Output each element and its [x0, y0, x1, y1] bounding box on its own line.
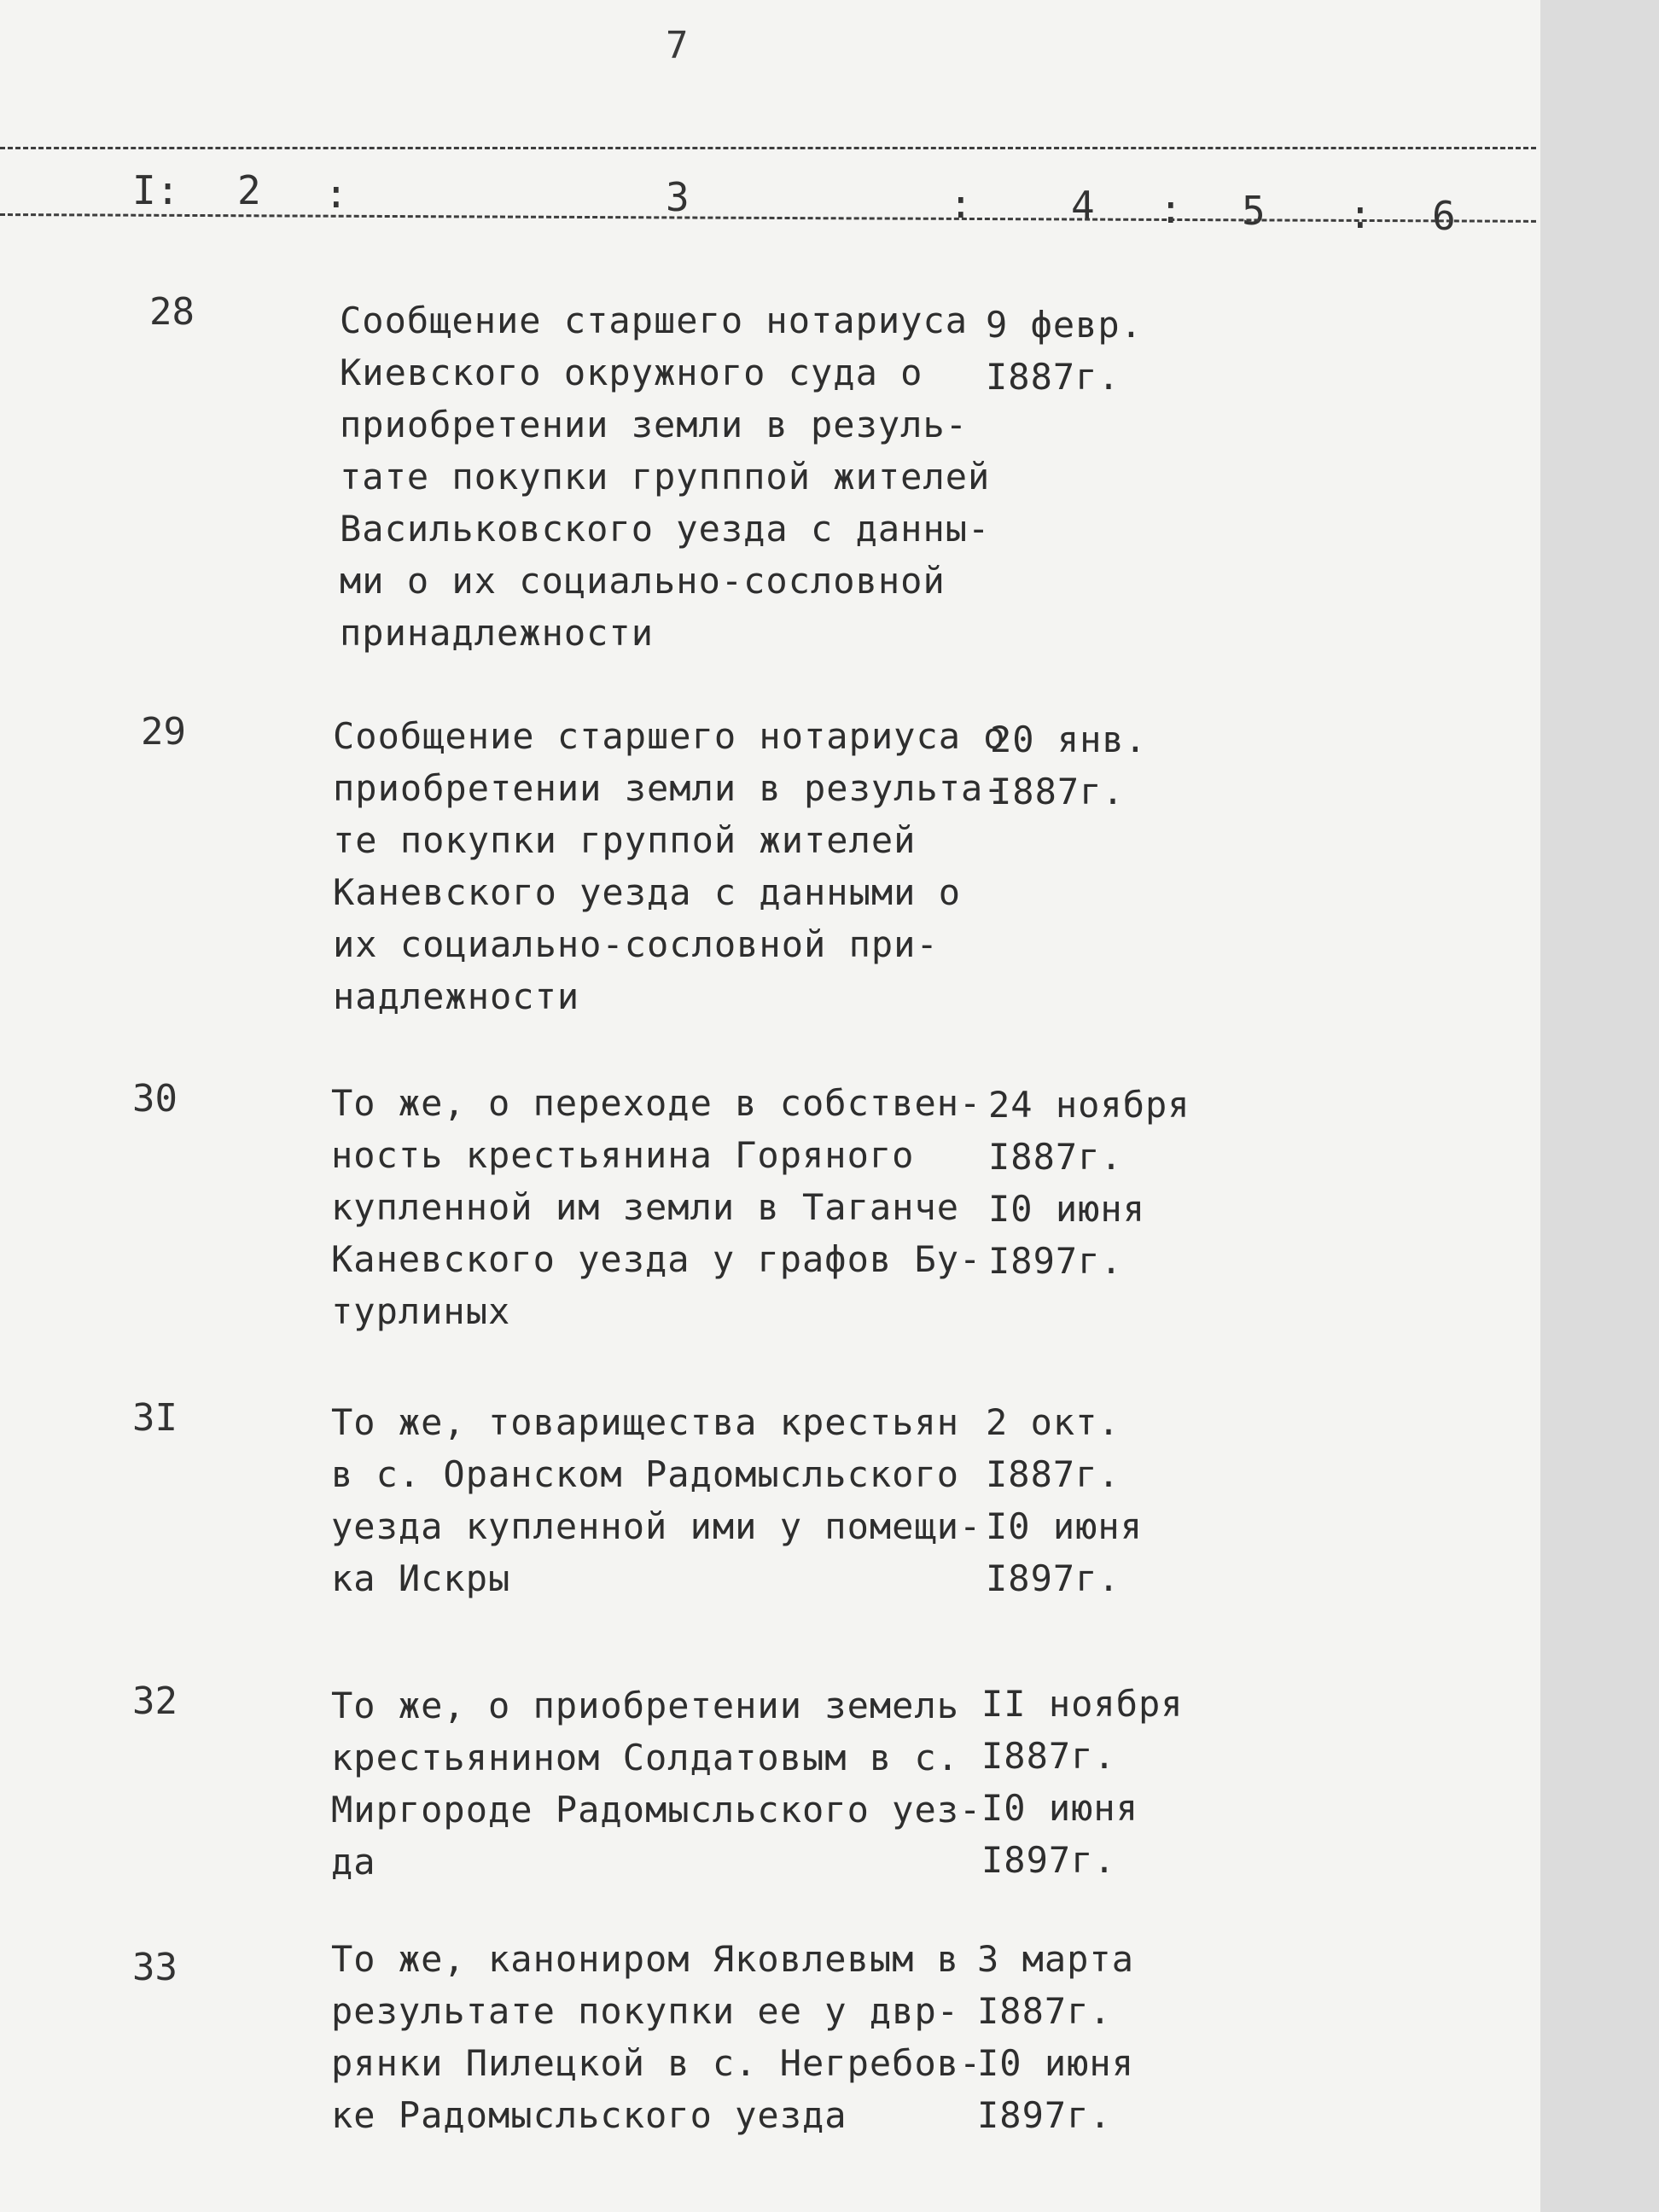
- entry-date-line: I0 июня: [986, 1505, 1144, 1547]
- entry-number: 33: [132, 1946, 178, 1989]
- entry-date-line: I887г.: [981, 1735, 1116, 1777]
- entry-text-line: их социально-сословной при-: [333, 923, 939, 965]
- column-header-3: 3: [666, 174, 690, 220]
- entry-text-line: приобретении земли в результа-: [333, 767, 1006, 809]
- entry-text-line: ка Искры: [331, 1557, 511, 1599]
- column-header-6: 6: [1432, 193, 1456, 239]
- entry-text-line: купленной им земли в Таганче: [331, 1186, 960, 1228]
- entry-description: [331, 1679, 997, 1888]
- paper-edge-shadow: [1540, 0, 1659, 2212]
- entry-date: [986, 1396, 1143, 1604]
- entry-date: [977, 1933, 1134, 2141]
- column-separator: :: [324, 171, 348, 217]
- entry-date-line: I887г.: [986, 356, 1121, 398]
- column-separator: :: [949, 181, 973, 227]
- entry-description: [340, 294, 1005, 659]
- entry-date: [986, 299, 1143, 403]
- column-separator: :: [1348, 191, 1372, 237]
- column-header-5: 5: [1242, 188, 1266, 234]
- entry-date-line: I0 июня: [981, 1787, 1139, 1829]
- entry-date-line: 24 ноября: [988, 1084, 1190, 1126]
- entry-text-line: Каневского уезда у графов Бу-: [331, 1238, 982, 1280]
- entry-number: 29: [141, 710, 186, 754]
- entry-date-line: I897г.: [986, 1557, 1121, 1599]
- entry-text-line: То же, канониром Яковлевым в: [331, 1938, 960, 1980]
- entry-text-line: рянки Пилецкой в с. Негребов-: [331, 2042, 982, 2084]
- entry-date-line: I887г.: [977, 1990, 1112, 2032]
- entry-text-line: приобретении земли в резуль-: [340, 404, 969, 445]
- entry-date-line: 3 марта: [977, 1938, 1135, 1980]
- entry-text-line: Миргороде Радомысльского уез-: [331, 1789, 982, 1831]
- entry-date-line: I897г.: [988, 1240, 1123, 1282]
- entry-number: 28: [149, 290, 195, 334]
- entry-text-line: ность крестьянина Горяного: [331, 1134, 915, 1176]
- entry-text-line: да: [331, 1841, 376, 1883]
- entry-text-line: ке Радомысльского уезда: [331, 2094, 847, 2136]
- entry-text-line: крестьянином Солдатовым в с.: [331, 1737, 960, 1778]
- entry-date-line: I897г.: [977, 2094, 1112, 2136]
- entry-date-line: I0 июня: [988, 1188, 1146, 1230]
- entry-text-line: Васильковского уезда с данны-: [340, 508, 991, 550]
- entry-text-line: те покупки группой жителей: [333, 819, 917, 861]
- entry-date-line: II ноября: [981, 1683, 1184, 1725]
- entry-text-line: надлежности: [333, 975, 580, 1017]
- entry-text-line: турлиных: [331, 1290, 511, 1332]
- page-number: 7: [666, 24, 689, 67]
- table-rule-top: [0, 147, 1536, 149]
- entry-number: 3I: [132, 1396, 178, 1440]
- entry-number: 32: [132, 1679, 178, 1723]
- entry-description: [331, 1077, 997, 1337]
- entry-description: [333, 710, 1006, 1022]
- entry-text-line: Киевского окружного суда о: [340, 352, 923, 393]
- entry-text-line: То же, о переходе в собствен-: [331, 1082, 982, 1124]
- entry-text-line: То же, товарищества крестьян: [331, 1401, 960, 1443]
- column-separator: :: [1159, 186, 1183, 232]
- entry-date-line: I897г.: [981, 1839, 1116, 1881]
- column-header-1: I:: [132, 167, 180, 213]
- entry-text-line: Каневского уезда с данными о: [333, 871, 962, 913]
- entry-text-line: тате покупки групппой жителей: [340, 456, 991, 498]
- entry-description: [331, 1933, 997, 2141]
- entry-text-line: принадлежности: [340, 612, 655, 654]
- entry-number: 30: [132, 1077, 178, 1121]
- entry-text-line: ми о их социально-сословной: [340, 560, 946, 602]
- entry-date-line: I887г.: [990, 771, 1125, 812]
- entry-date: [981, 1678, 1184, 1886]
- entry-text-line: результате покупки ее у двр-: [331, 1990, 960, 2032]
- entry-date: [988, 1079, 1190, 1287]
- entry-text-line: Сообщение старшего нотариуса о: [333, 715, 1006, 757]
- entry-date-line: I887г.: [988, 1136, 1123, 1178]
- entry-date-line: I887г.: [986, 1453, 1121, 1495]
- entry-text-line: Сообщение старшего нотариуса: [340, 300, 969, 341]
- column-header-4: 4: [1071, 183, 1095, 229]
- entry-date-line: I0 июня: [977, 2042, 1135, 2084]
- entry-text-line: То же, о приобретении земель: [331, 1685, 960, 1726]
- entry-date: [990, 713, 1147, 818]
- table-rule-bottom: [0, 213, 1536, 223]
- entry-date-line: 2 окт.: [986, 1401, 1121, 1443]
- entry-date-line: 9 февр.: [986, 304, 1144, 346]
- entry-description: [331, 1396, 997, 1604]
- entry-text-line: в с. Оранском Радомысльского: [331, 1453, 960, 1495]
- entry-text-line: уезда купленной ими у помещи-: [331, 1505, 982, 1547]
- entry-date-line: 20 янв.: [990, 719, 1148, 760]
- column-header-2: 2: [237, 167, 261, 213]
